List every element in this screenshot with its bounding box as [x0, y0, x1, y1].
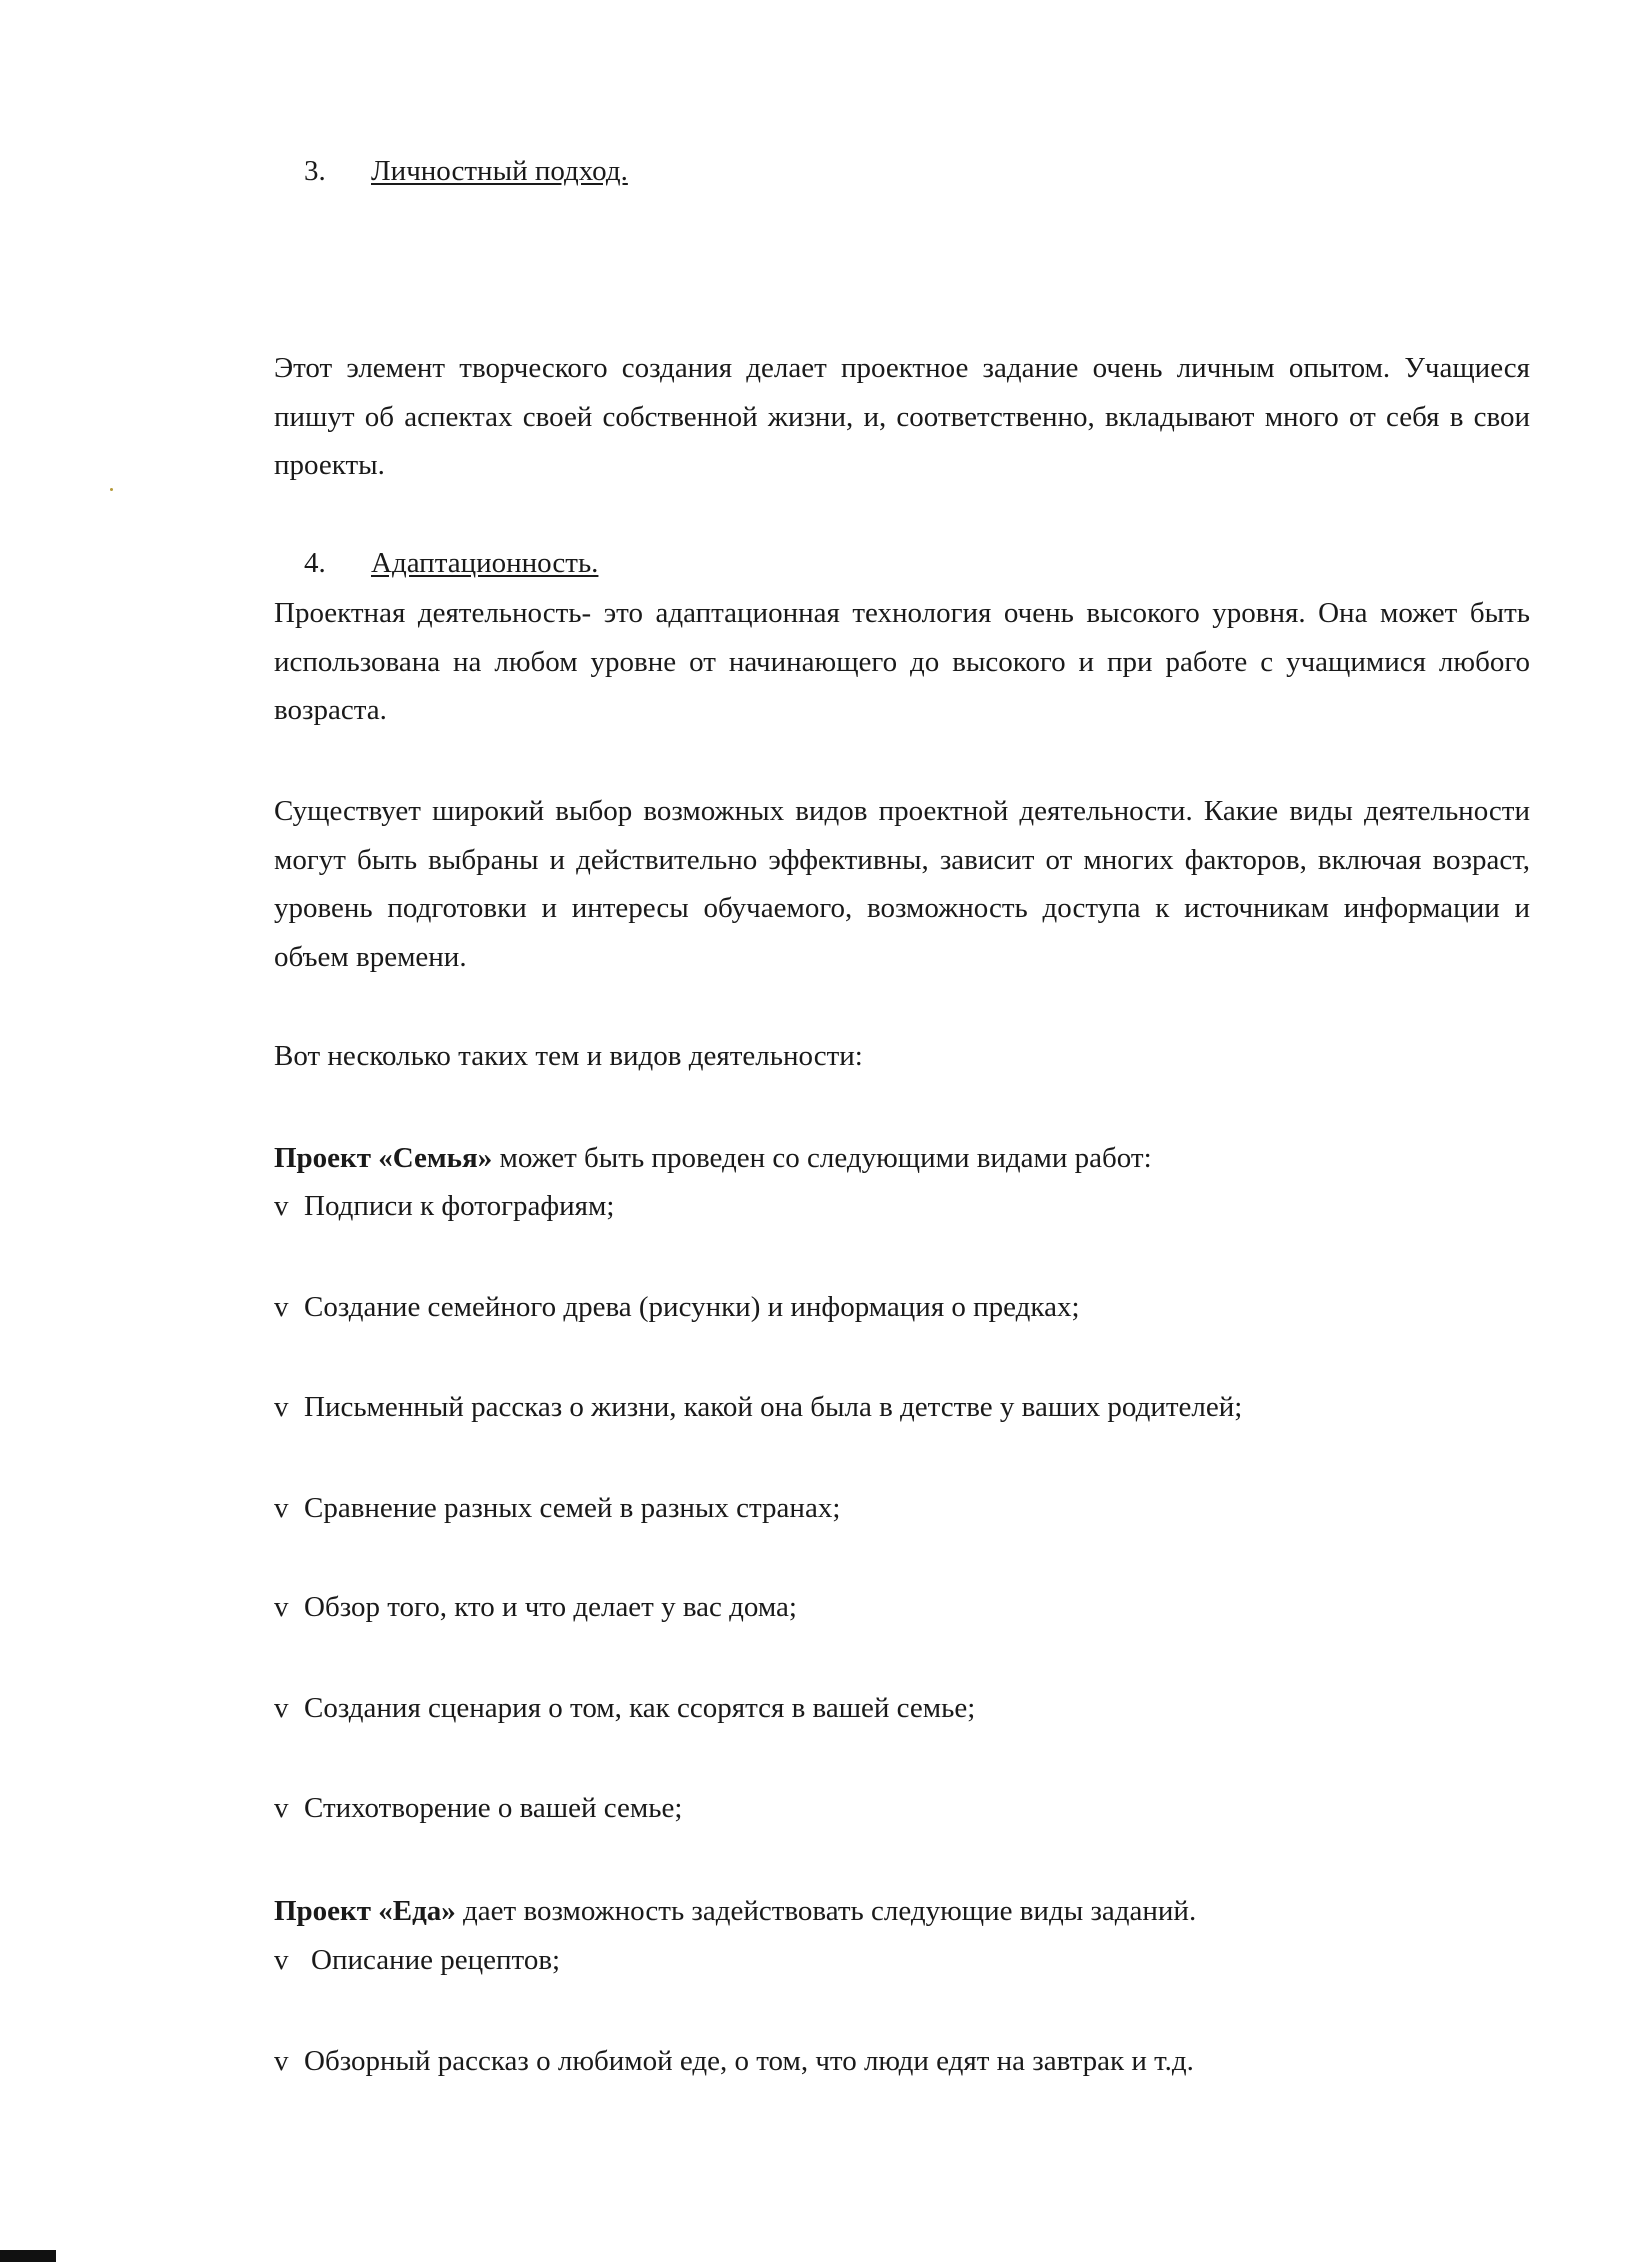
- section-4-title: Адаптационность.: [371, 547, 599, 579]
- project-food-heading: [274, 1894, 1196, 1928]
- paragraph-personal-approach: Этот элемент творческого создания делает проектное задание очень личным опытом. Учащиеся пишут об аспектах своей собственной жизни, и, соответственно, вкладывают много от себя в свои проекты.: [274, 352, 1530, 481]
- bullet-mark: v: [274, 1692, 289, 1724]
- list-item: [274, 2044, 1194, 2078]
- section-4-number: 4.: [304, 547, 326, 579]
- list-item-text: Обзор того, кто и что делает у вас дома;: [304, 1591, 797, 1623]
- list-item-text: Подписи к фотографиям;: [304, 1190, 615, 1222]
- paragraph-project-choice: Существует широкий выбор возможных видов проектной деятельности. Какие виды деятельности могут быть выбраны и действительно эффективны, зависит от многих факторов, включая возраст, уровень подготовки и интересы обучаемого, возможность доступа к источникам информации и объем времени.: [274, 795, 1530, 973]
- list-item-text: Письменный рассказ о жизни, какой она была в детстве у ваших родителей;: [304, 1391, 1243, 1423]
- list-item: [274, 1943, 560, 1977]
- bullet-mark: v: [274, 1291, 289, 1323]
- scan-edge-mark: [0, 2250, 56, 2262]
- scan-speck: [110, 488, 113, 491]
- section-3-number: 3.: [304, 155, 326, 187]
- paragraph-adaptability: Проектная деятельность- это адаптационная технология очень высокого уровня. Она может быть использована на любом уровне от начинающего до высокого и при работе с учащимися любого возраста.: [274, 597, 1530, 726]
- list-item: [274, 1491, 840, 1525]
- bullet-mark: v: [274, 1190, 289, 1222]
- bullet-mark: v: [274, 1492, 289, 1524]
- list-item: [274, 1691, 975, 1725]
- project-food-description: дает возможность задействовать следующие виды заданий.: [455, 1895, 1197, 1927]
- project-family-heading: [274, 1141, 1152, 1175]
- project-food-title: Проект «Еда»: [274, 1895, 456, 1927]
- list-item-text: Создание семейного древа (рисунки) и информация о предках;: [304, 1291, 1080, 1323]
- intro-line: Вот несколько таких тем и видов деятельности:: [274, 1040, 863, 1072]
- list-item-text: Создания сценария о том, как ссорятся в вашей семье;: [304, 1692, 976, 1724]
- bullet-mark: v: [274, 1944, 289, 1976]
- bullet-mark: v: [274, 1591, 289, 1623]
- list-item-text: Сравнение разных семей в разных странах;: [304, 1492, 841, 1524]
- list-item: [274, 1390, 1242, 1424]
- section-3-title: Личностный подход.: [371, 155, 628, 187]
- list-item-text: Обзорный рассказ о любимой еде, о том, что люди едят на завтрак и т.д.: [304, 2045, 1194, 2077]
- project-family-title: Проект «Семья»: [274, 1142, 493, 1174]
- project-family-description: может быть проведен со следующими видами работ:: [492, 1142, 1152, 1174]
- bullet-mark: v: [274, 1792, 289, 1824]
- bullet-mark: v: [274, 1391, 289, 1423]
- list-item: [274, 1590, 797, 1624]
- list-item: [274, 1791, 682, 1825]
- bullet-mark: v: [274, 2045, 289, 2077]
- list-item-text: Стихотворение о вашей семье;: [304, 1792, 683, 1824]
- list-item: [274, 1189, 614, 1223]
- list-item-text: Описание рецептов;: [311, 1944, 561, 1976]
- list-item: [274, 1290, 1080, 1324]
